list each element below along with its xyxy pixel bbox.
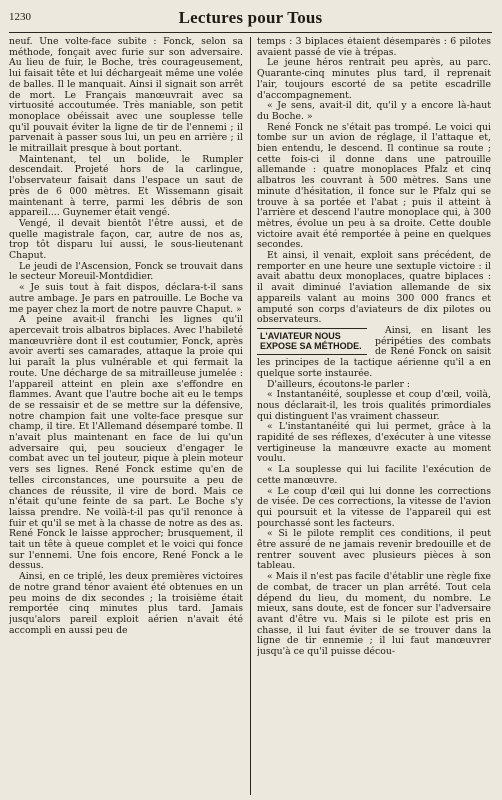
page-header [9,8,492,33]
paragraph: D'ailleurs, écoutons-le parler : [267,378,410,390]
paragraph: « Instantanéité, souplesse et coup d'œil, voilà, nous déclarait-il, les trois qualités primordiales qui distinguent l'as vraiment chasseur. [257,389,491,422]
paragraph: A peine avait-il franchi les lignes qu'il apercevait trois albatros biplaces. Avec l'habileté manœuvrière dont il est coutumier, Fonck, après avoir averti ses camarades, attaque la proie qui lui paraît la plus vulnérable et qui fermait la route. Une décharge de sa mitrailleuse jumelée : l'appareil atteint en plein axe s'effondre en flammes. Avant que l'autre boche ait eu le temps de se ressaisir et de se mettre sur la défensive, notre champion fait une volte-face presque sur champ, il tire. Et l'Allemand désemparé tombe. Il n'avait plus maintenant en face de lui qu'un adversaire qui, peu soucieux d'engager le combat avec un tel jouteur, pique à plein moteur vers ses lignes. René Fonck estime qu'en de telles circonstances, une poursuite a peu de chances de réussite, il vire de bord. Mais ce n'était qu'une feinte de sa part. Le Boche s'y laissa prendre. Ne voilà-t-il pas qu'il renonce à fuir et qu'il se met à la chasse de notre as des as. René Fonck le laisse approcher; brusquement, il tait un tête à queue complet et le voici qui fonce sur l'ennemi. Une fois encore, René Fonck a le dessus. [9,314,243,572]
paragraph: « Si le pilote remplit ces conditions, il peut être assuré de ne jamais revenir bredouille et de rentrer souvent avec plusieurs pièces à son tableau. [257,528,491,572]
running-title: Lectures pour Tous [178,8,323,27]
paragraph: René Fonck ne s'était pas trompé. Le voici qui tombe sur un avion de réglage, il l'attaque et, bien entendu, le descend. Il continue sa route ; cette fois-ci il donne dans une patrouille allemande : quatre monoplaces Pfalz et cinq albatros les couvrant à 500 mètres. Sans une minute d'hésitation, il fonce sur le Pfalz qui se trouve à sa portée et l'abat ; puis il atteint à l'arrière et descend l'autre monoplace qui, à 300 mètres, évolue un peu à sa droite. Cette double victoire avait été remportée à peine en quelques secondes. [257,121,491,251]
paragraph: neuf. Une volte-face subite : Fonck, selon sa méthode, fonçait avec furie sur son adversaire. Au lieu de fuir, le Boche, très courageusement, lui faisait tête et lui déchargeait même une volée de balles. Il le manquait. Ainsi il signait son arrêt de mort. Le Français manœuvrait avec sa virtuosité accoutumée. Très maniable, son petit monoplace obéissait avec une souplesse telle qu'il pouvait éviter la ligne de tir de l'ennemi ; il parvenait à passer sous lui, un peu en arrière ; il le mitraillait presque à bout portant. [9,37,243,155]
paragraph: Vengé, il devait bientôt l'être aussi, et de quelle magistrale façon, car, autre de nos as, trop tôt disparu lui aussi, le sous-lieutenant Chaput. [9,217,243,262]
paragraph: Le jeudi de l'Ascension, Fonck se trouvait dans le secteur Moreuil-Montdidier. [9,260,243,283]
paragraph: « La souplesse qui lui facilite l'exécution de cette manœuvre. [257,464,491,486]
paragraph: Ainsi, en lisant les péripéties des combats de René Fonck on saisit les principes de la tactique aérienne qu'il a en quelque sorte instaurée. [257,325,491,379]
paragraph: « Je sens, avait-il dit, qu'il y a encore là-haut du Boche. » [257,100,491,122]
section-heading: L'AVIATEUR NOUS EXPOSE SA MÉTHODE. [257,328,367,355]
paragraph: Le jeune héros rentrait peu après, au parc. Quarante-cinq minutes plus tard, il reprenait l'air, toujours escorté de sa petite escadrille d'accompagnement. [257,57,491,101]
paragraph: Maintenant, tel un bolide, le Rumpler descendait. Projeté hors de la carlingue, l'observateur faisait dans l'espace un saut de près de 6 000 mètres. Et Wissemann gisait maintenant à terre, parmi les débris de son appareil.... Guynemer était vengé. [9,153,243,219]
paragraph: « Le coup d'œil qui lui donne les corrections de visée. De ces corrections, la vitesse de l'avion qui poursuit et la vitesse de l'appareil qui est pourchassé sont les facteurs. [257,485,491,529]
paragraph: « L'instantanéité qui lui permet, grâce à la rapidité de ses réflexes, d'exécuter à une vitesse vertigineuse la manœuvre exacte au moment voulu. [257,421,491,465]
text-columns [9,37,492,795]
paragraph: Ainsi, en ce triplé, les deux premières victoires de notre grand ténor avaient été obtenues en un peu moins de dix secondes ; la troisième était remportée cinq minutes plus tard. Jamais jusqu'alors pareil exploit aérien n'avait été accompli en aussi peu de [9,571,243,636]
column-divider [250,37,251,795]
right-column [257,37,491,795]
paragraph: « Mais il n'est pas facile d'établir une règle fixe de combat, de tracer un plan arrêté. Tout cela dépend du lieu, du moment, du nombre. Le mieux, sans doute, est de foncer sur l'adversaire avant d'être vu. Mais si le pilote est pris en chasse, il lui faut éviter de se trouver dans la ligne de tir ennemie ; il lui faut manœuvrer jusqu'à ce qu'il puisse décou- [257,571,491,658]
page-number: 1230 [9,11,31,23]
left-column [9,37,243,795]
paragraph: « Je suis tout à fait dispos, déclara-t-il sans autre ambage. Je pars en patrouille. Le Boche va me payer chez la mort de notre pauvre Chaput. » [9,282,243,315]
paragraph: Et ainsi, il venait, exploit sans précédent, de remporter en une heure une sextuple victoire : il avait abattu deux monoplaces, quatre biplaces : il avait diminué l'aviation allemande de six appareils valant au moins 300 000 francs et amputé son corps d'aviateurs de dix pilotes ou observateurs. [257,250,491,326]
paragraph: temps : 3 biplaces étaient désemparés : 6 pilotes avaient passé de vie à trépas. [257,37,491,58]
section-with-heading [257,326,491,380]
